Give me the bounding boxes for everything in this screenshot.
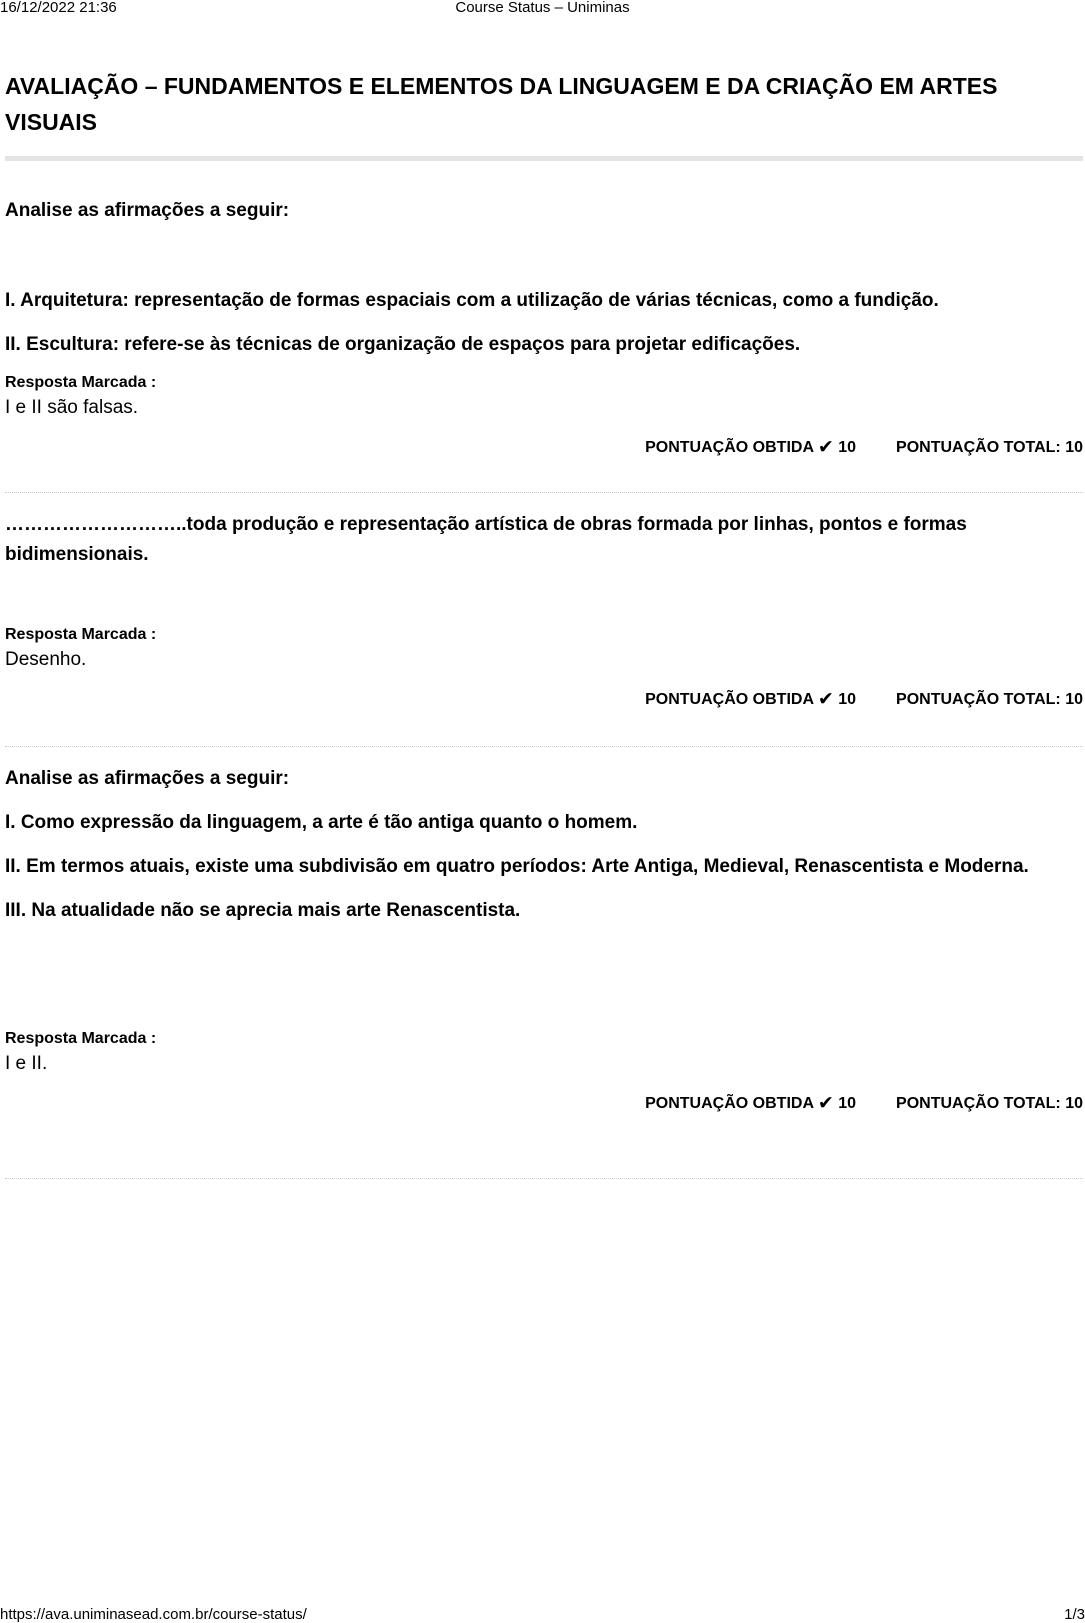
score-total: PONTUAÇÃO TOTAL: 10 [896,439,1083,456]
score-row [5,436,1083,460]
print-page-number: 1/3 [1064,1606,1085,1623]
checkmark-icon: ✔ [817,1093,834,1114]
score-obtained-value: 10 [838,691,857,708]
score-obtained [645,1092,856,1116]
course-status-content [5,68,1083,1179]
score-obtained-label: PONTUAÇÃO OBTIDA [645,1095,814,1112]
answer-value: I e II são falsas. [5,397,139,418]
print-page-title: Course Status – Uniminas [455,0,630,16]
score-obtained-label: PONTUAÇÃO OBTIDA [645,439,814,456]
score-obtained [645,688,856,712]
page-title: AVALIAÇÃO – FUNDAMENTOS E ELEMENTOS DA LINGUAGEM E DA CRIAÇÃO EM ARTES VISUAIS [5,73,998,135]
score-obtained-value: 10 [838,1095,857,1112]
answer-label: Resposta Marcada : [5,626,157,643]
question-2 [5,493,1083,747]
print-footer [0,1606,1085,1623]
question-statement: I. Como expressão da linguagem, a arte é tão antiga quanto o homem. [5,812,638,833]
score-row [5,688,1083,712]
question-1 [5,161,1083,493]
score-total: PONTUAÇÃO TOTAL: 10 [896,1095,1083,1112]
answer-label: Resposta Marcada : [5,374,157,391]
question-statement: II. Em termos atuais, existe uma subdivisão em quatro períodos: Arte Antiga, Medieval, Renascentista e Moderna. [5,856,1029,877]
answer-label: Resposta Marcada : [5,1030,157,1047]
score-obtained-value: 10 [838,439,857,456]
question-intro: Analise as afirmações a seguir: [5,768,290,789]
checkmark-icon: ✔ [817,437,834,458]
question-statement: I. Arquitetura: representação de formas espaciais com a utilização de várias técnicas, como a fundição. [5,290,939,311]
question-statement: ………………………..toda produção e representação artística de obras formada por linhas, pontos e formas bidimensionais. [5,514,967,565]
answer-value: Desenho. [5,649,87,670]
print-url: https://ava.uniminasead.com.br/course-status/ [0,1606,307,1623]
score-row [5,1092,1083,1116]
question-statement: III. Na atualidade não se aprecia mais arte Renascentista. [5,900,521,921]
print-header [0,0,1085,20]
score-obtained [645,436,856,460]
print-datetime: 16/12/2022 21:36 [0,0,117,16]
score-obtained-label: PONTUAÇÃO OBTIDA [645,691,814,708]
question-intro: Analise as afirmações a seguir: [5,200,290,221]
question-statement: II. Escultura: refere-se às técnicas de organização de espaços para projetar edificações. [5,334,801,355]
question-3 [5,747,1083,1179]
answer-value: I e II. [5,1053,48,1074]
checkmark-icon: ✔ [817,689,834,710]
score-total: PONTUAÇÃO TOTAL: 10 [896,691,1083,708]
